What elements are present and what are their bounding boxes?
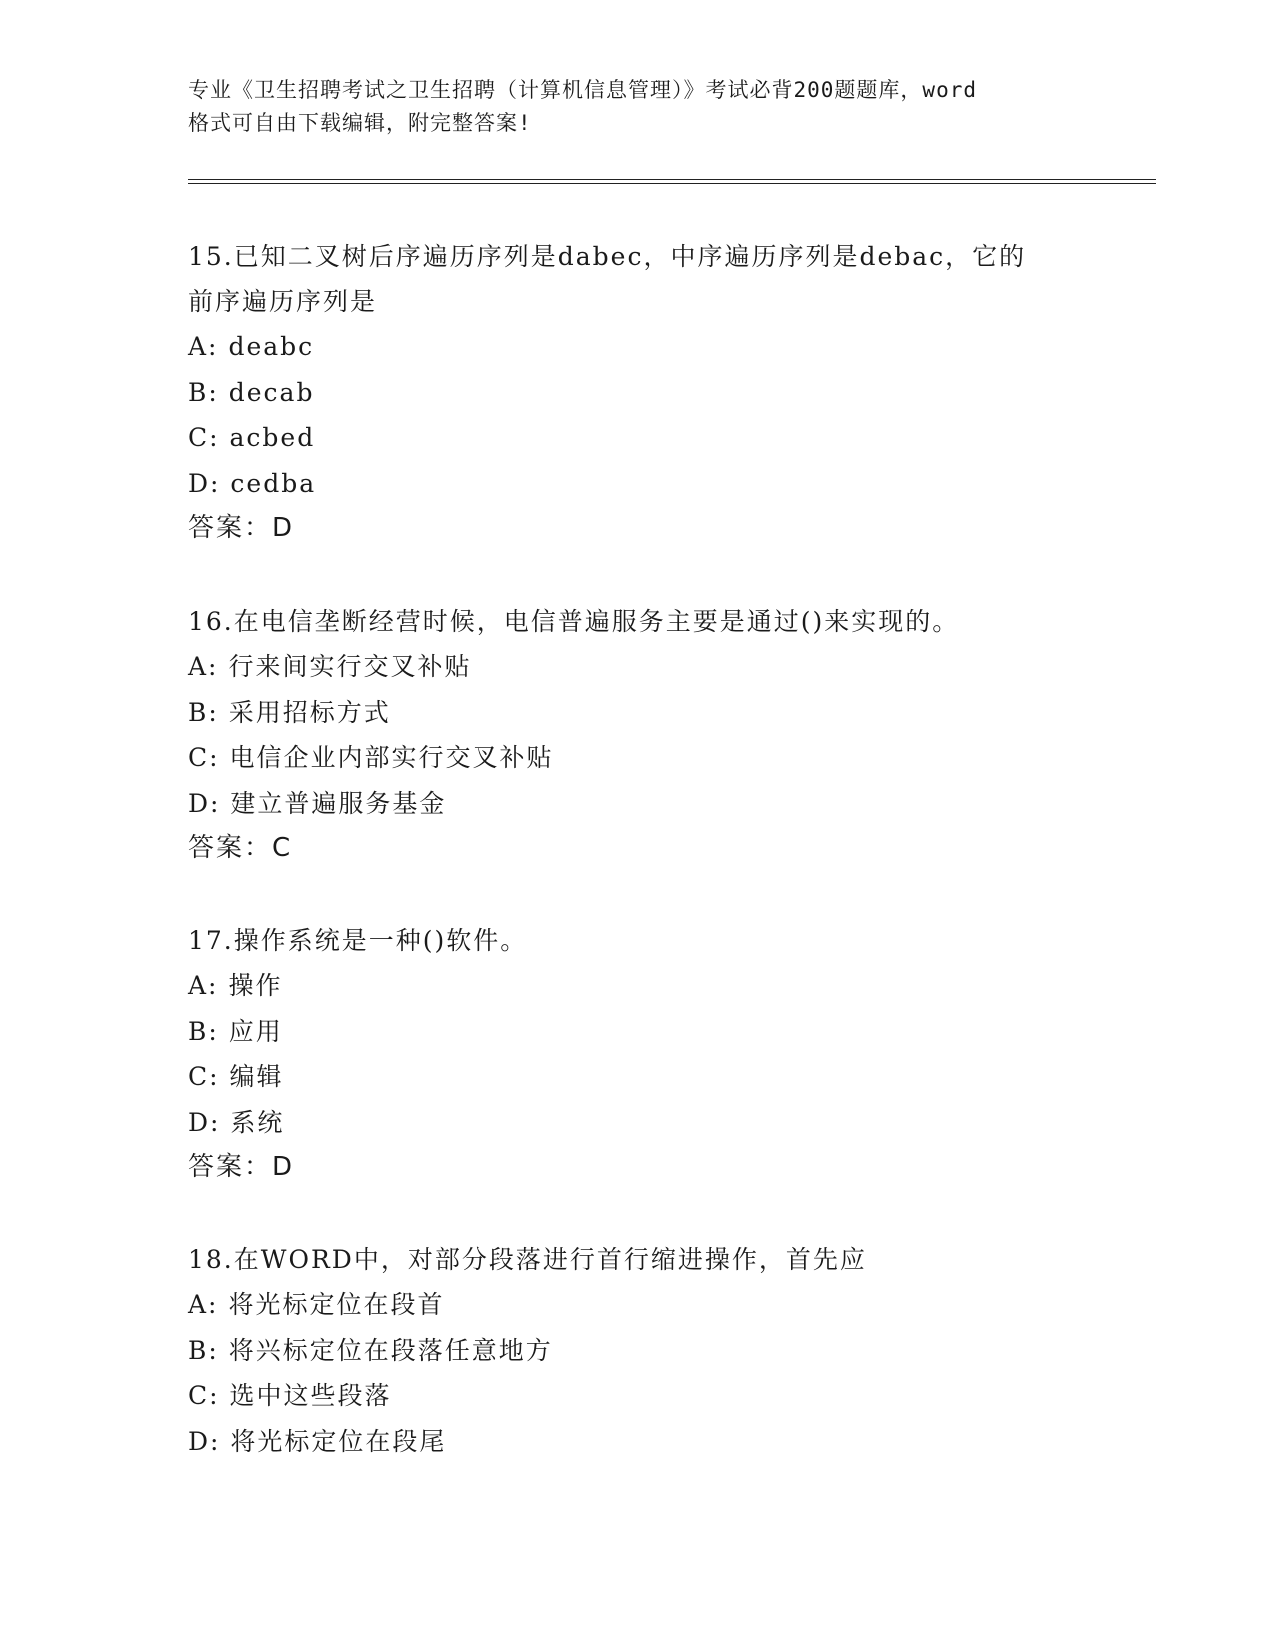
answer-label: 答案：C	[188, 833, 293, 863]
option-text: 将光标定位在段尾	[230, 1426, 447, 1456]
question-15	[188, 234, 1068, 551]
header-line-1: 专业《卫生招聘考试之卫生招聘（计算机信息管理）》考试必背200题题库，word	[188, 78, 977, 102]
question-stem-line-2: 前序遍历序列是	[188, 287, 378, 316]
option-c	[188, 415, 1068, 461]
option-letter: C:	[188, 1381, 220, 1410]
option-text: 操作	[228, 971, 283, 1000]
option-a	[188, 324, 1068, 370]
option-a	[188, 1282, 1068, 1328]
option-d	[188, 1419, 1068, 1465]
option-d	[188, 1100, 1068, 1146]
option-a	[188, 963, 1068, 1009]
answer-label: 答案：D	[188, 513, 295, 543]
option-text: 编辑	[229, 1062, 284, 1091]
option-letter: A:	[188, 971, 219, 1000]
option-letter: A:	[188, 652, 219, 681]
option-letter: D:	[188, 468, 221, 498]
option-text: 将光标定位在段首	[228, 1290, 445, 1319]
option-letter: C:	[188, 1062, 220, 1091]
option-d	[188, 781, 1068, 827]
option-c	[188, 1054, 1068, 1100]
answer-label: 答案：D	[188, 1152, 295, 1182]
option-text: decab	[228, 377, 315, 407]
option-text: 应用	[228, 1016, 283, 1046]
option-letter: A:	[188, 332, 219, 361]
option-b	[188, 690, 1068, 736]
document-header	[188, 74, 1088, 140]
option-text: 电信企业内部实行交叉补贴	[229, 743, 554, 772]
option-b	[188, 370, 1068, 416]
header-line-2: 格式可自由下载编辑，附完整答案!	[188, 111, 532, 135]
option-text: cedba	[230, 468, 317, 498]
question-stem-line-1: 15.已知二叉树后序遍历序列是dabec，中序遍历序列是debac，它的	[188, 242, 1027, 271]
option-letter: D:	[188, 788, 221, 818]
option-letter: B:	[188, 697, 219, 727]
option-text: 采用招标方式	[228, 697, 391, 727]
question-stem-line-1: 16.在电信垄断经营时候，电信普遍服务主要是通过()来实现的。	[188, 607, 960, 636]
option-letter: B:	[188, 1335, 219, 1365]
option-letter: C:	[188, 423, 220, 452]
option-c	[188, 735, 1068, 781]
option-b	[188, 1328, 1068, 1374]
option-text: 行来间实行交叉补贴	[228, 652, 472, 681]
option-letter: B:	[188, 377, 219, 407]
question-stem-line-1: 17.操作系统是一种()软件。	[188, 926, 528, 955]
option-text: 将兴标定位在段落任意地方	[228, 1335, 553, 1365]
option-a	[188, 644, 1068, 690]
option-c	[188, 1373, 1068, 1419]
option-letter: A:	[188, 1290, 219, 1319]
option-letter: D:	[188, 1107, 221, 1137]
question-stem-line-1: 18.在WORD中，对部分段落进行首行缩进操作，首先应	[188, 1245, 867, 1274]
option-letter: D:	[188, 1426, 221, 1456]
question-17	[188, 918, 1068, 1190]
option-b	[188, 1009, 1068, 1055]
header-rule-bottom	[188, 183, 1156, 184]
option-text: 建立普遍服务基金	[230, 788, 447, 818]
question-18	[188, 1237, 1068, 1464]
option-text: 选中这些段落	[229, 1381, 392, 1410]
header-rule-top	[188, 179, 1156, 180]
option-letter: B:	[188, 1016, 219, 1046]
option-letter: C:	[188, 743, 220, 772]
option-d	[188, 461, 1068, 507]
question-16	[188, 599, 1068, 871]
option-text: 系统	[230, 1107, 285, 1137]
option-text: deabc	[228, 332, 315, 361]
option-text: acbed	[229, 423, 316, 452]
